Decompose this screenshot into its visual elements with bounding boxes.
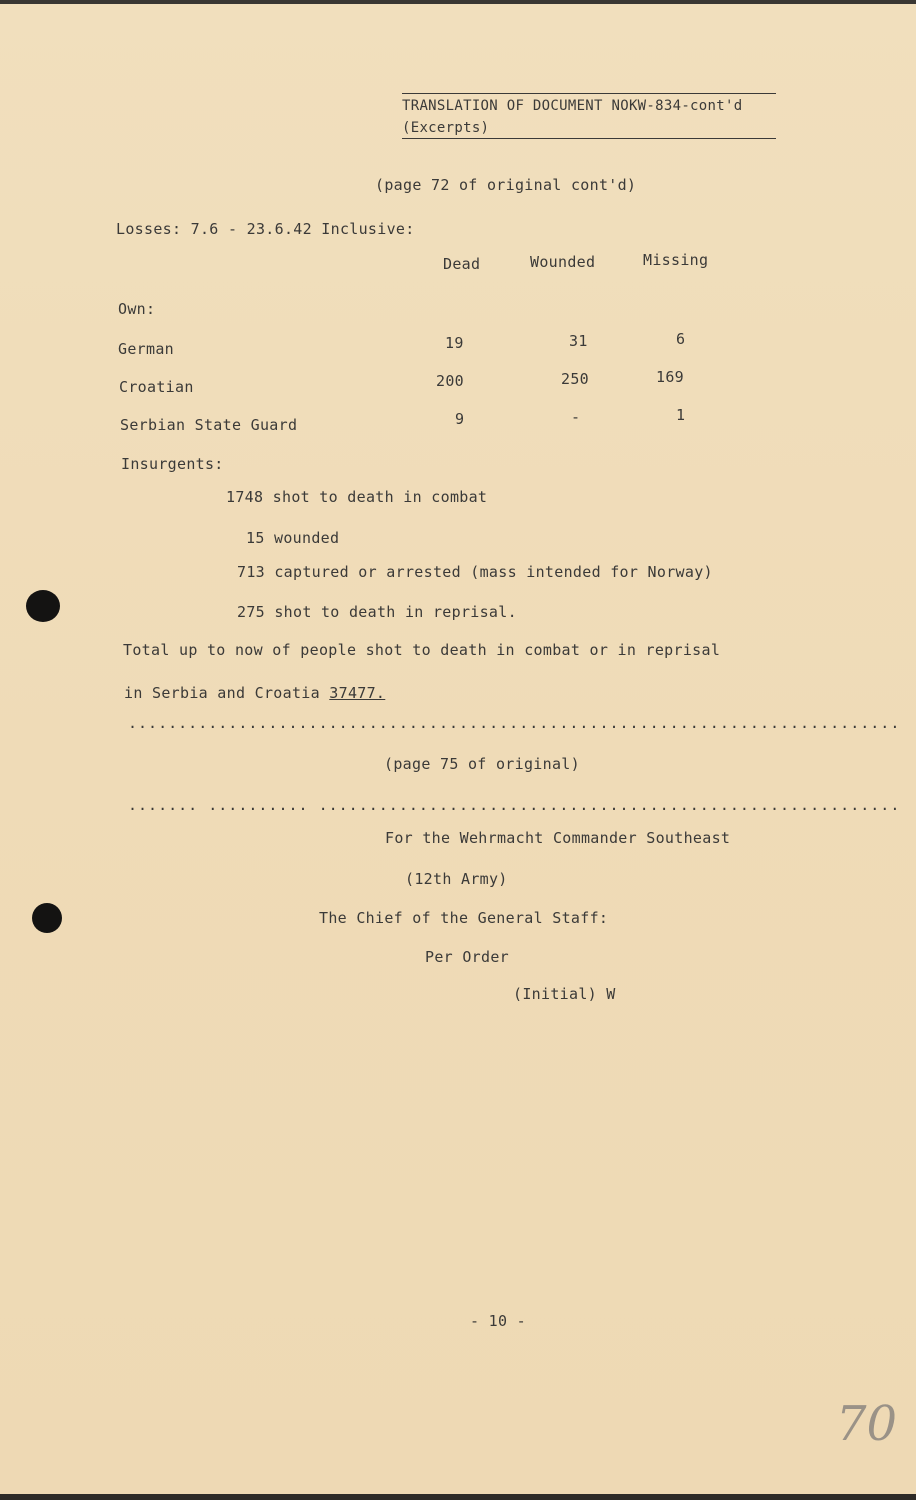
column-wounded: Wounded [530, 253, 596, 271]
total-line-2 [124, 684, 385, 702]
bottom-edge [0, 1494, 916, 1500]
row-missing: 1 [676, 406, 686, 424]
column-dead: Dead [443, 255, 481, 273]
own-label: Own: [118, 300, 156, 318]
total-value: 37477. [329, 684, 386, 702]
column-missing: Missing [643, 251, 709, 269]
row-dead: 19 [445, 334, 464, 352]
list-item: 275 shot to death in reprisal. [237, 603, 517, 621]
page-note-72: (page 72 of original cont'd) [375, 176, 637, 194]
row-dead: 200 [436, 372, 464, 390]
ellipsis-separator-1: ............................................................................. [128, 714, 901, 732]
punch-hole-icon [26, 590, 60, 622]
document-title: TRANSLATION OF DOCUMENT NOKW-834-cont'd [402, 98, 743, 114]
signature-line-1: For the Wehrmacht Commander Southeast [385, 829, 731, 847]
row-label: German [118, 340, 174, 358]
signature-line-3: The Chief of the General Staff: [319, 909, 609, 927]
total-prefix: in Serbia and Croatia [124, 684, 330, 702]
handwritten-mark: 70 [836, 1396, 898, 1452]
insurgents-label: Insurgents: [121, 455, 224, 473]
punch-hole-icon [32, 903, 62, 933]
row-wounded: 250 [561, 370, 589, 388]
page-number: - 10 - [470, 1312, 526, 1330]
row-missing: 169 [656, 368, 684, 386]
losses-title: Losses: 7.6 - 23.6.42 Inclusive: [116, 220, 415, 238]
signature-line-2: (12th Army) [405, 870, 508, 888]
document-subtitle: (Excerpts) [402, 120, 490, 136]
list-item: 713 captured or arrested (mass intended for Norway) [237, 563, 713, 581]
header-bottom-rule [402, 138, 776, 139]
row-wounded: - [571, 408, 581, 426]
signature-line-4: Per Order [425, 948, 509, 966]
header-top-rule [402, 93, 776, 94]
total-line-1: Total up to now of people shot to death in combat or in reprisal [123, 641, 721, 659]
signature-line-5: (Initial) W [513, 985, 616, 1003]
list-item: 15 wounded [246, 529, 340, 547]
ellipsis-separator-2: ....... .......... .......................................................... [128, 796, 901, 814]
row-label: Croatian [119, 378, 194, 396]
row-label: Serbian State Guard [120, 416, 298, 434]
page-note-75: (page 75 of original) [384, 755, 580, 773]
row-wounded: 31 [569, 332, 588, 350]
row-missing: 6 [676, 330, 686, 348]
row-dead: 9 [455, 410, 465, 428]
list-item: 1748 shot to death in combat [226, 488, 488, 506]
top-edge [0, 0, 916, 4]
